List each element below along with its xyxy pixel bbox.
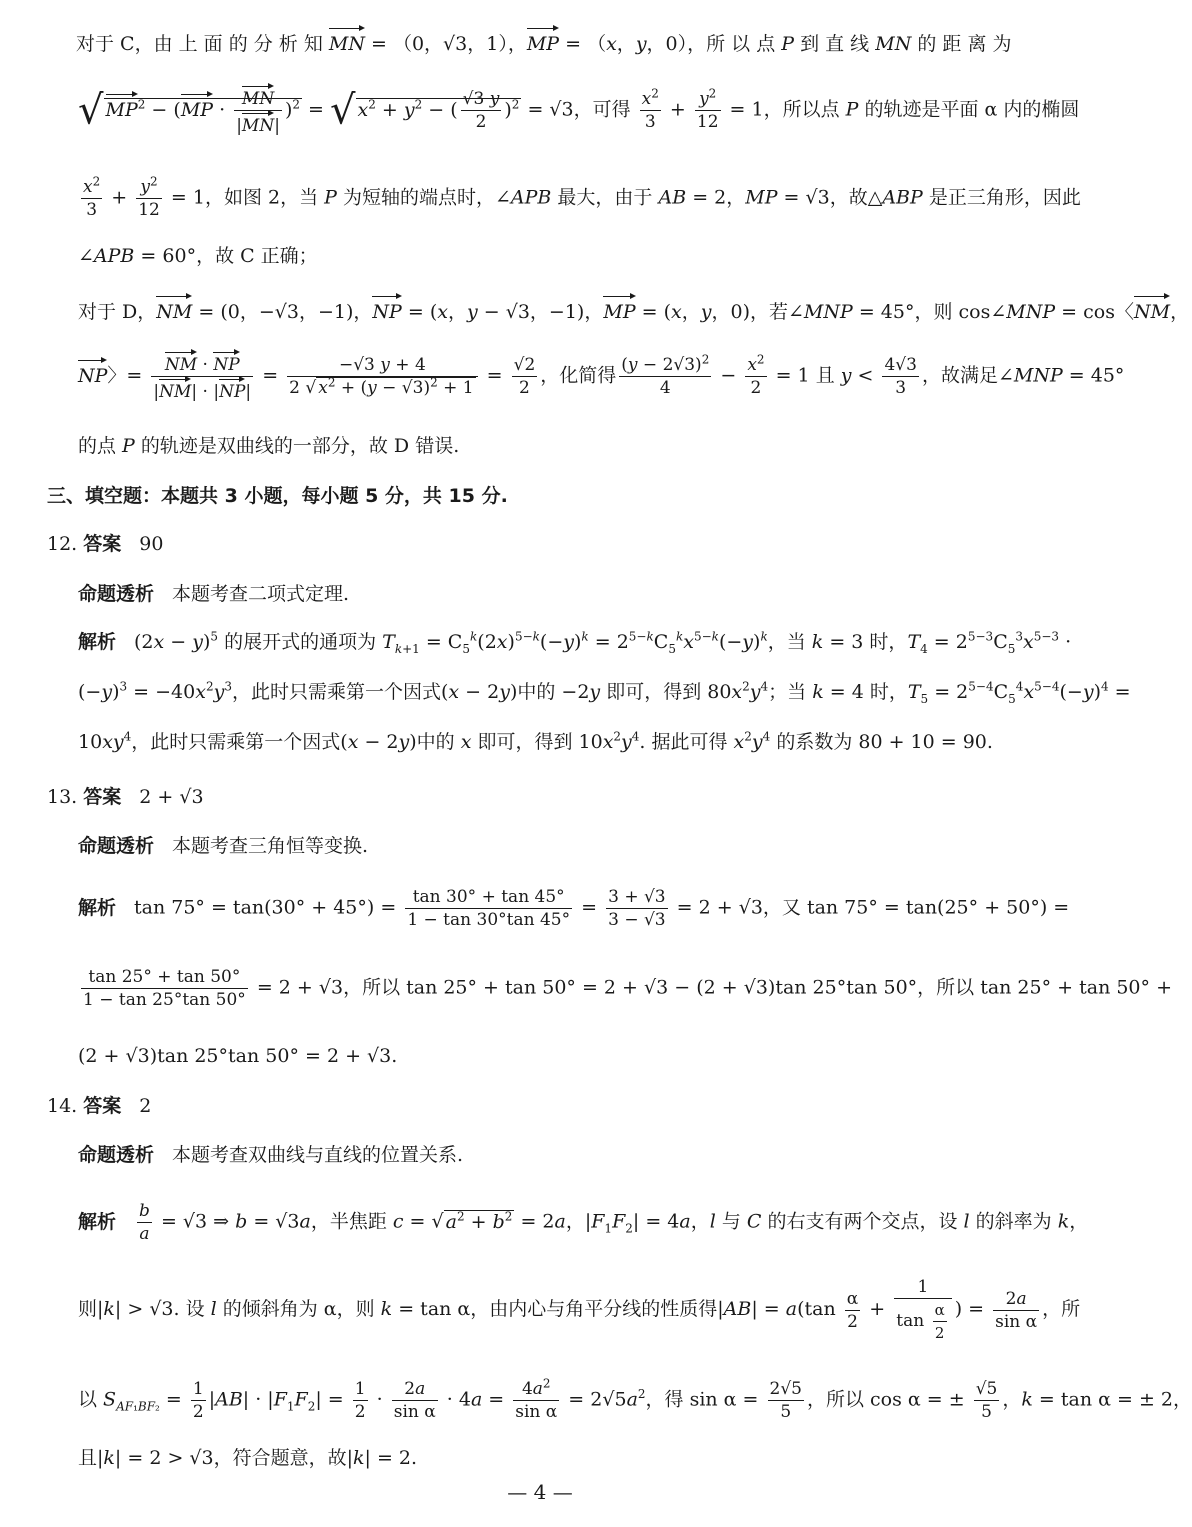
math-line: NP〉= $\frac{NM \cdot NP}{|NM| \cdot |NP|}$ = $\frac{-√3 y + 4}{2 √ x^2 + (y - √3)^2 + 1}$ = $\frac{√2}{2}$ ，化简得 $\frac{(y - 2√3)^2}{4}$ − $\frac{x^2}{2}$ = 1 且 y < $\frac{4√3}{3}$ ，故满足∠MNP = 45° (78, 350, 1124, 403)
text-line: ∠APB = 60°，故 C 正确； (78, 245, 318, 267)
section-heading: 三、填空题：本题共 3 小题，每小题 5 分，共 15 分. (47, 485, 508, 507)
text-line: 对于 C，由 上 面 的 分 析 知 MN = （0，√3，1），MP = （x，y，0），所 以 点 P 到 直 线 MN 的 距 离 为 (0, 26, 1012, 58)
question-13-answer: 13. 答案 2 + √3 (47, 786, 204, 808)
text-line: 的点 P 的轨迹是双曲线的一部分，故 D 错误. (78, 435, 460, 457)
page-number: — 4 — (507, 1480, 573, 1504)
math-line: $\frac{x^2}{3}$ + $\frac{y^2}{12}$ = 1，如图 2，当 P 为短轴的端点时，∠APB 最大，由于 AB = 2，MP = √3，故△ABP 是正三角形，因此 (83, 174, 1081, 220)
math-line: $(-y)^3 = -40x^2y^3$，此时只需乘第一个因式(x − 2y)中的 −2y 即可，得到 $80x^2y^4$；当 k = 4 时，$T_5 = 2^{5-4}C_5^4x^{5-4}(-y)^4$ = (78, 679, 1131, 706)
question-12-analysis: 命题透析 本题考查二项式定理. (78, 583, 350, 605)
text-line: 且|k| = 2 > √3，符合题意，故|k| = 2. (78, 1447, 418, 1469)
math-line: $\frac{\tan 25^\circ + \tan 50^\circ}{1 - \tan 25^\circ\tan 50^\circ}$ = 2 + √3，所以 tan 25° + tan 50° = 2 + √3 − (2 + √3)tan 25°tan 50°，所以 tan 25° + tan 50° + (83, 967, 1172, 1010)
question-12-answer: 12. 答案 90 (47, 533, 164, 555)
math-line: (2 + √3)tan 25°tan 50° = 2 + √3. (78, 1045, 398, 1067)
math-line: 则|k| > √3. 设 l 的倾斜角为 α，则 k = tan α，由内心与角平分线的性质得|AB| = a(tan $\frac{\alpha}{2}$ + 1 tan $\frac{\alpha}{2}$ ) = $\frac{2a}{\text{sin α}}$ ，所 (78, 1277, 1081, 1342)
math-line: $10xy^4$，此时只需乘第一个因式(x − 2y)中的 x 即可，得到 $10x^2y^4$. 据此可得 $x^2y^4$ 的系数为 80 + 10 = 90. (78, 729, 993, 753)
math-line: 解析 $\frac{b}{a}$ = √3 ⇒ b = √3a，半焦距 c = √ $a^2 + b^2 = 2a$，$|F_1F_2| = 4a$，l 与 C 的右支有两个交点，设 l 的斜率为 k， (78, 1201, 1089, 1244)
question-14-answer: 14. 答案 2 (47, 1095, 152, 1117)
math-line: 以 $S_{AF_1BF_2}$ = $\frac{1}{2}$ $|AB| \cdot |F_1F_2|$ = $\frac{1}{2}$ · $\frac{2a}{\text{sin α}}$ · 4a = $\frac{4a^2}{\text{sin α}}$ = $2√5a^2$，得 sin α = $\frac{2√5}{5}$ ，所以 cos α = ± $\frac{√5}{5}$ ，k = tan α = ± 2， (78, 1376, 1192, 1422)
math-line: 解析 $(2x - y)^5$ 的展开式的通项为 $T_{k+1} = C_5^k(2x)^{5-k}(-y)^k = 2^{5-k}C_5^kx^{5-k}(-y)^k$，当 k = 3 时，$T_4 = 2^{5-3}C_5^3x^{5-3}$ · (78, 629, 1072, 656)
text-line: 对于 D，NM = (0，−√3，−1)，NP = (x，y − √3，−1)，MP = (x，y，0)，若∠MNP = 45°，则 cos∠MNP = cos〈NM， (78, 294, 1189, 326)
math-line: √ $MP^2 - (MP$ · $\frac{MN}{|MN|}$ )$^2$ = √ $x^2 + y^2$ − ( $\frac{√3 y}{2}$ )$^2$ = √3，可得 $\frac{x^2}{3}$ + $\frac{y^2}{12}$ = 1，所以点 P 的轨迹是平面 α 内的椭圆 (78, 84, 1079, 137)
question-13-analysis: 命题透析 本题考查三角恒等变换. (78, 835, 369, 857)
question-14-analysis: 命题透析 本题考查双曲线与直线的位置关系. (78, 1144, 464, 1166)
math-line: 解析 tan 75° = tan(30° + 45°) = $\frac{\tan 30^\circ + \tan 45^\circ}{1 - \tan 30^\circ\tan 45^\circ}$ = $\frac{3 + √3}{3 - √3}$ = 2 + √3，又 tan 75° = tan(25° + 50°) = (78, 887, 1070, 930)
